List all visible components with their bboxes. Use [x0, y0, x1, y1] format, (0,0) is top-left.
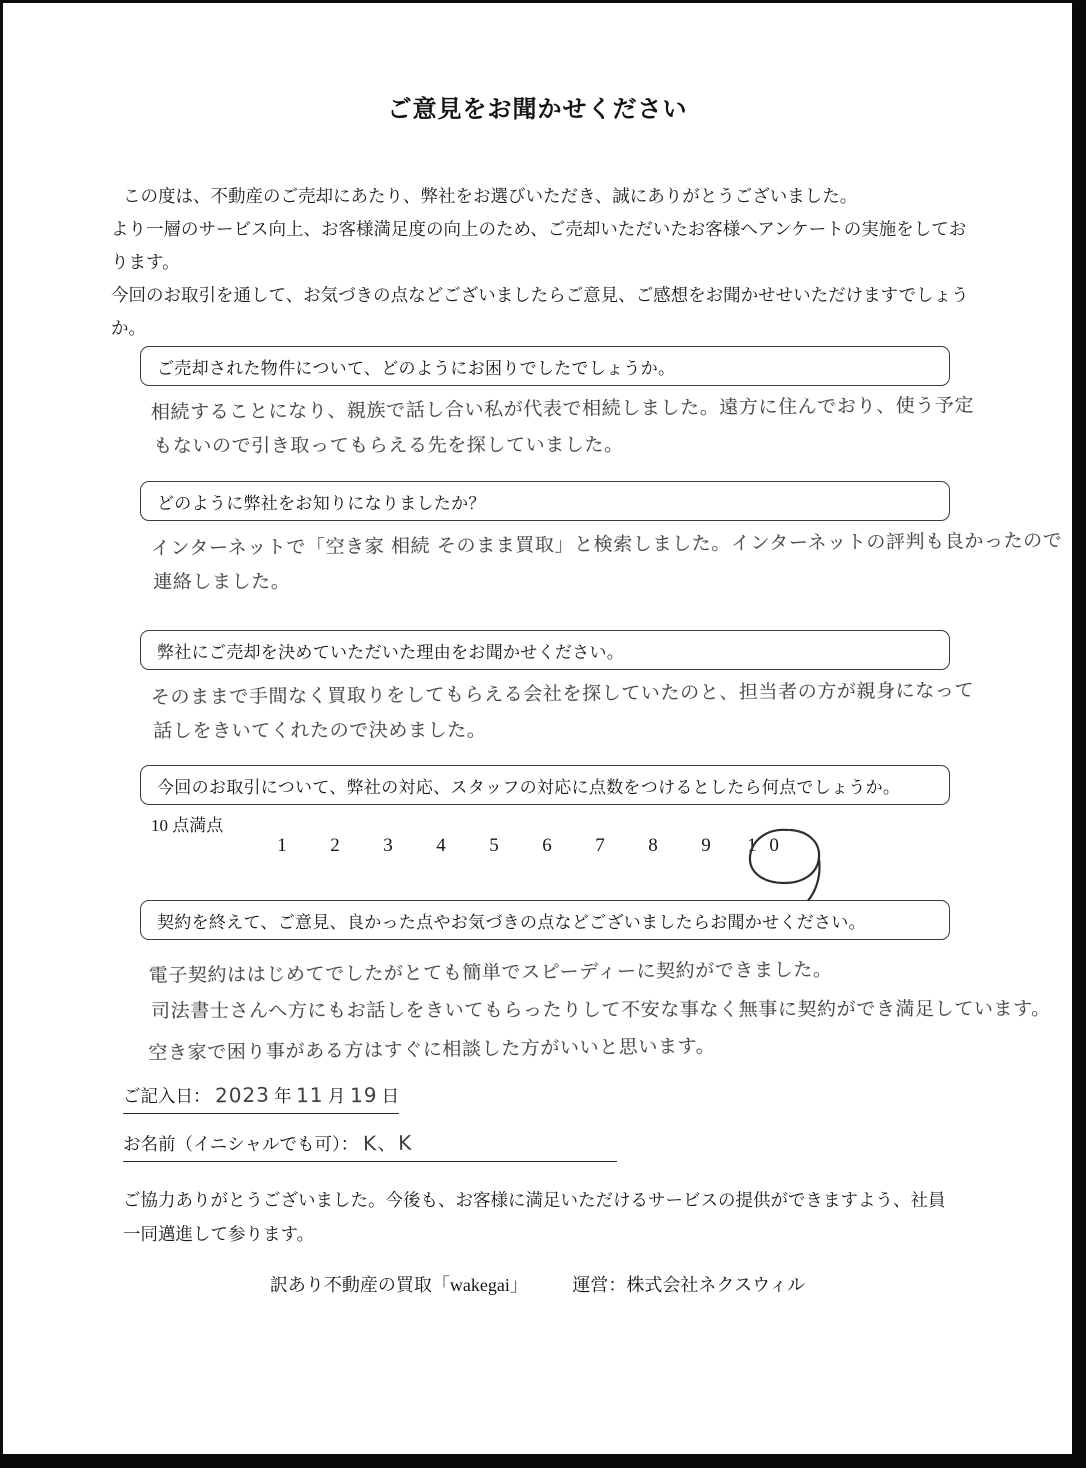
year-unit: 年 — [274, 1086, 292, 1106]
closing-paragraph — [123, 1183, 993, 1251]
date-year-value: 2023 — [214, 1082, 270, 1108]
rating-option-3[interactable]: 3 — [383, 835, 393, 856]
intro-line-1: この度は、不動産のご売却にあたり、弊社をお選びいただき、誠にありがとうございました。 — [123, 186, 858, 206]
date-label: ご記入日： — [123, 1086, 211, 1106]
intro-line-3: ります。 — [111, 252, 180, 272]
answer-2-line-1: インターネットで「空き家 相続 そのまま買取」と検索しました。インターネットの評判も良かったので — [150, 529, 1063, 560]
day-unit: 日 — [381, 1086, 400, 1106]
intro-line-2: より一層のサービス向上、お客様満足度の向上のため、ご売却いただいたお客様へアンケートの実施をしてお — [111, 219, 967, 239]
handwritten-answer-3 — [150, 673, 975, 752]
footer — [3, 1271, 1072, 1297]
answer-5-line-2: 司法書士さんへ方にもお話しをきいてもらったりして不安な事なく無事に契約ができ満足しています。 — [150, 997, 1051, 1023]
month-unit: 月 — [327, 1086, 346, 1106]
date-underline — [123, 1083, 399, 1114]
name-value: K、K — [362, 1130, 412, 1156]
closing-line-1: ご協力ありがとうございました。今後も、お客様に満足いただけるサービスの提供ができますよう、社員 — [123, 1190, 946, 1210]
date-day-value: 19 — [349, 1082, 378, 1108]
question-box-5 — [140, 900, 950, 940]
answer-3-line-1: そのままで手間なく買取りをしてもらえる会社を探していたのと、担当者の方が親身になって — [150, 679, 975, 709]
answer-5-line-1: 電子契約ははじめてでしたがとても簡単でスピーディーに契約ができました。 — [148, 958, 833, 987]
question-label-5: 契約を終えて、ご意見、良かった点やお気づきの点などございましたらお聞かせください。 — [157, 912, 866, 932]
answer-1-line-2: もないので引き取ってもらえる先を探していました。 — [153, 433, 624, 458]
intro-paragraph — [3, 124, 1072, 345]
answer-5-line-3: 空き家で困り事がある方はすぐに相談した方がいいと思います。 — [148, 1035, 716, 1065]
rating-option-4[interactable]: 4 — [436, 835, 446, 856]
rating-option-8[interactable]: 8 — [648, 835, 658, 856]
rating-max-label: 10 点満点 — [151, 816, 224, 835]
intro-line-4: 今回のお取引を通して、お気づきの点などございましたらご意見、ご感想をお聞かせせいただけますでしょうか。 — [111, 285, 969, 338]
handwritten-answer-1 — [150, 388, 975, 467]
name-label: お名前（イニシャルでも可）： — [123, 1134, 359, 1154]
rating-option-7[interactable]: 7 — [595, 835, 605, 856]
footer-operator: 運営：株式会社ネクスウィル — [572, 1275, 806, 1295]
closing-line-2: 一同邁進して参ります。 — [123, 1224, 315, 1244]
rating-option-10[interactable]: 1 0 — [747, 835, 783, 856]
question-label-1: ご売却された物件について、どのようにお困りでしたでしょうか。 — [157, 358, 676, 378]
question-box-2 — [140, 481, 950, 521]
answer-2-line-2: 連絡しました。 — [153, 570, 291, 594]
page-inner — [3, 3, 1072, 1454]
answer-1-line-1: 相続することになり、親族で話し合い私が代表で相続しました。遠方に住んでおり、使う予定 — [150, 394, 975, 424]
handwritten-answer-2 — [150, 524, 1063, 603]
date-field[interactable] — [123, 1083, 399, 1114]
handwritten-answer-5 — [148, 949, 1051, 1070]
answer-3-line-2: 話しをきいてくれたので決めました。 — [153, 719, 487, 743]
question-label-2: どのように弊社をお知りになりましたか？ — [157, 493, 486, 513]
rating-scale[interactable] — [265, 835, 885, 869]
name-underline — [123, 1127, 617, 1162]
question-label-4: 今回のお取引について、弊社の対応、スタッフの対応に点数をつけるとしたら何点でしょうか。 — [157, 777, 901, 797]
footer-brand: 訳あり不動産の買取「wakegai」 — [269, 1275, 528, 1295]
rating-option-2[interactable]: 2 — [330, 835, 340, 856]
rating-option-9[interactable]: 9 — [701, 835, 711, 856]
rating-option-6[interactable]: 6 — [542, 835, 552, 856]
rating-option-1[interactable]: 1 — [277, 835, 287, 856]
date-month-value: 11 — [295, 1082, 324, 1108]
question-box-1 — [140, 346, 950, 386]
question-box-3 — [140, 630, 950, 670]
question-label-3: 弊社にご売却を決めていただいた理由をお聞かせください。 — [157, 642, 625, 662]
rating-option-5[interactable]: 5 — [489, 835, 499, 856]
name-field[interactable] — [123, 1127, 617, 1162]
question-box-4 — [140, 765, 950, 805]
page-title: ご意見をお聞かせください — [387, 97, 688, 123]
